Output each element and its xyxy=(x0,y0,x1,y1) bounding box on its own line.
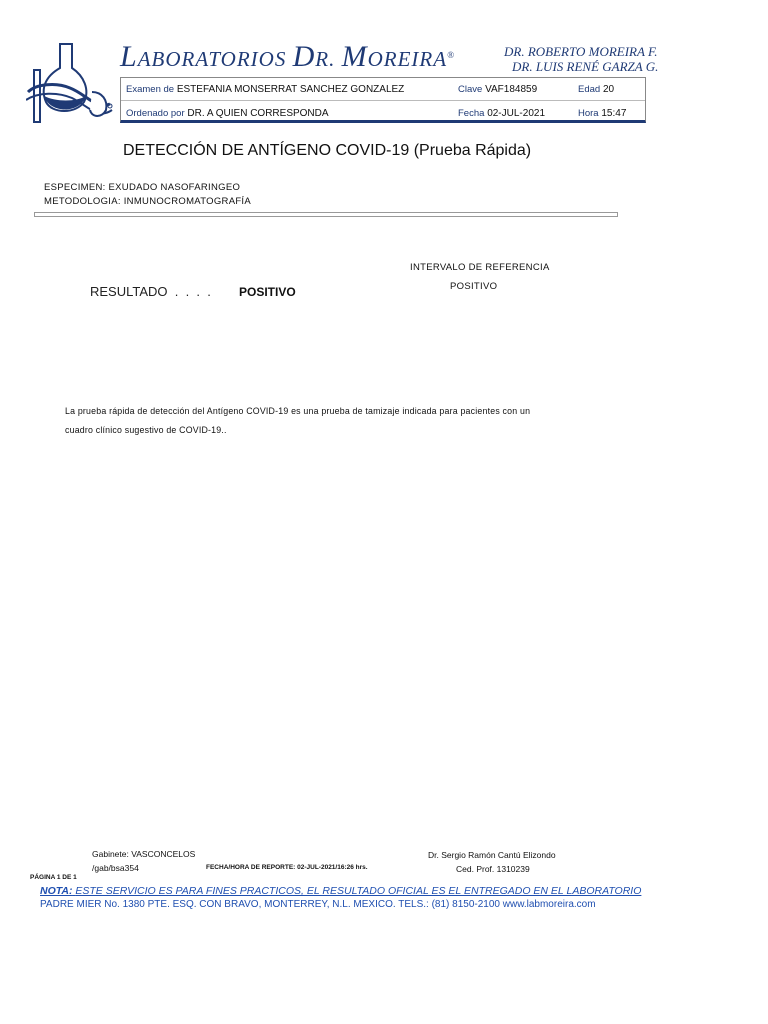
signer-name: Dr. Sergio Ramón Cantú Elizondo xyxy=(428,850,556,860)
report-title: DETECCIÓN DE ANTÍGENO COVID-19 (Prueba Rápida) xyxy=(123,142,532,159)
result-value: POSITIVO xyxy=(239,285,296,299)
report-datetime: FECHA/HORA DE REPORTE: 02-JUL-2021/16:26 hrs. xyxy=(206,864,368,871)
note-line-2: cuadro clínico sugestivo de COVID-19.. xyxy=(65,425,227,435)
metodologia: METODOLOGIA: INMUNOCROMATOGRAFÍA xyxy=(44,196,252,207)
hora-value: 15:47 xyxy=(601,108,627,119)
flask-logo-icon xyxy=(26,40,116,128)
nota: NOTA: ESTE SERVICIO ES PARA FINES PRACTICOS, EL RESULTADO OFICIAL ES EL ENTREGADO EN EL LABORATORIO xyxy=(40,885,642,897)
doctor-1: DR. ROBERTO MOREIRA F. xyxy=(504,44,658,59)
address: PADRE MIER No. 1380 PTE. ESQ. CON BRAVO, MONTERREY, N.L. MEXICO. TELS.: (81) 8150-2100 www.labmoreira.com xyxy=(40,899,596,910)
doctor-2: DR. LUIS RENÉ GARZA G. xyxy=(512,59,659,74)
lab-logo xyxy=(26,40,116,128)
fecha-value: 02-JUL-2021 xyxy=(487,108,545,119)
fecha-row: Fecha 02-JUL-2021 xyxy=(458,108,545,119)
edad-row: Edad 20 xyxy=(578,84,615,95)
gabinete: Gabinete: VASCONCELOS xyxy=(92,849,196,859)
result-label: RESULTADO . . . . xyxy=(90,284,211,299)
especimen: ESPECIMEN: EXUDADO NASOFARINGEO xyxy=(44,182,241,193)
note-line-1: La prueba rápida de detección del Antígeno COVID-19 es una prueba de tamizaje indicada para pacientes con un xyxy=(65,406,531,416)
ordenado-row: Ordenado por DR. A QUIEN CORRESPONDA xyxy=(126,108,329,119)
clave-value: VAF184859 xyxy=(485,84,538,95)
patient-name: ESTEFANIA MONSERRAT SANCHEZ GONZALEZ xyxy=(176,84,405,95)
ordenado-value: DR. A QUIEN CORRESPONDA xyxy=(187,108,329,119)
reference-header: INTERVALO DE REFERENCIA xyxy=(410,262,550,273)
section-divider xyxy=(34,212,618,217)
gabinete-code: /gab/bsa354 xyxy=(92,863,139,873)
lab-name: LABORATORIOS DR. MOREIRA® xyxy=(120,40,455,73)
clave-row: Clave VAF184859 xyxy=(458,84,538,95)
edad-value: 20 xyxy=(602,84,615,95)
page-number: PÁGINA 1 DE 1 xyxy=(30,874,77,881)
examen-row: Examen de ESTEFANIA MONSERRAT SANCHEZ GONZALEZ xyxy=(126,84,405,95)
hora-row: Hora 15:47 xyxy=(578,108,627,119)
signer-ced: Ced. Prof. 1310239 xyxy=(456,864,530,874)
reference-value: POSITIVO xyxy=(450,281,498,292)
